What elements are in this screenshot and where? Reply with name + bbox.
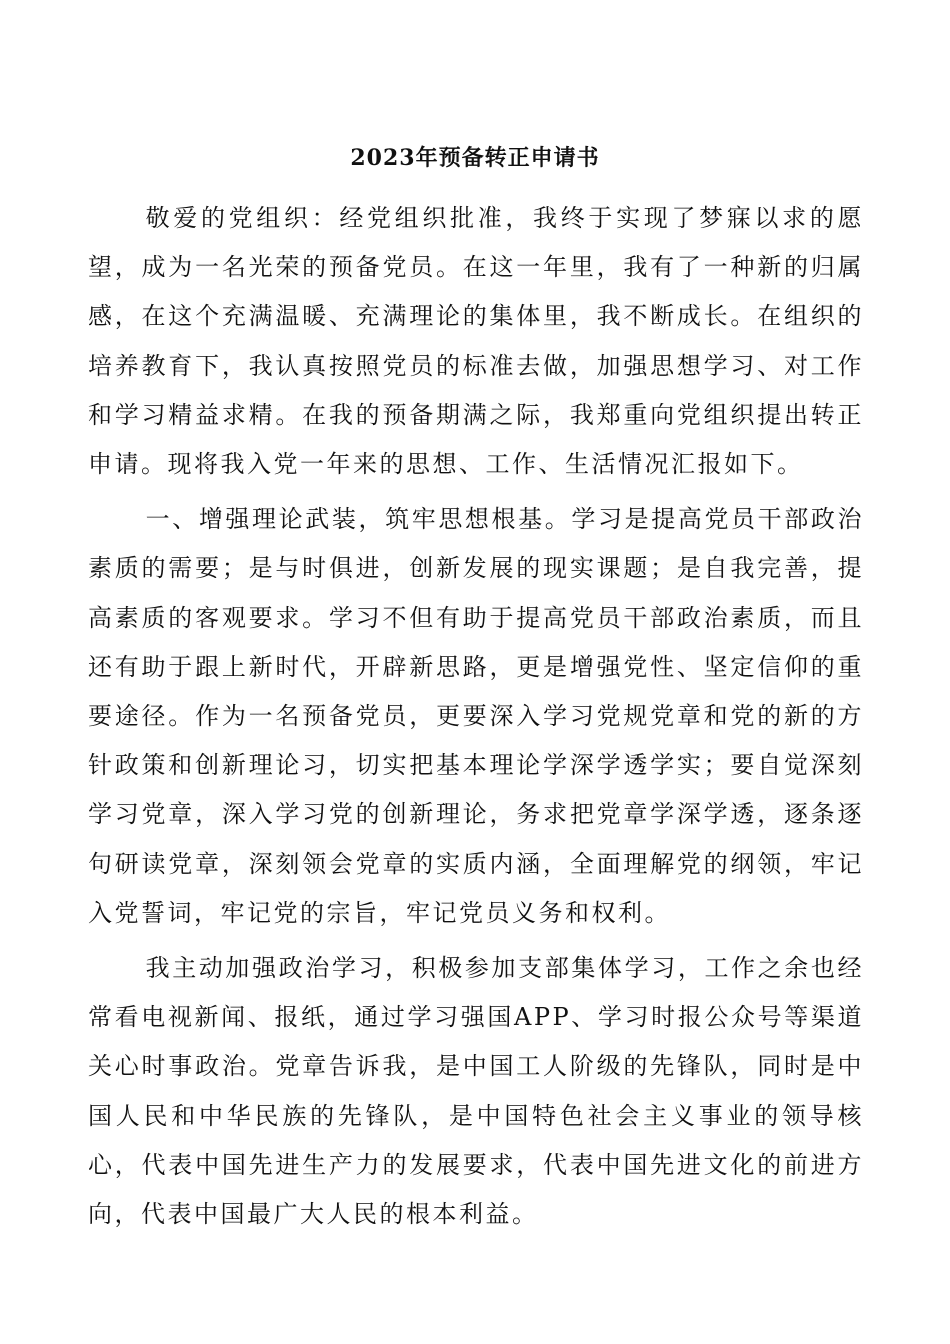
document-body <box>88 194 864 1245</box>
paragraph-theory-study: 一、增强理论武装，筑牢思想根基。学习是提高党员干部政治素质的需要；是与时俱进，创新发展的现实课题；是自我完善，提高素质的客观要求。学习不但有助于提高党员干部政治素质，而且还有助于跟上新时代，开辟新思路，更是增强党性、坚定信仰的重要途径。作为一名预备党员，更要深入学习党规党章和党的新的方针政策和创新理论习，切实把基本理论学深学透学实；要自觉深刻学习党章，深入学习党的创新理论，务求把党章学深学透，逐条逐句研读党章，深刻领会党章的实质内涵，全面理解党的纲领，牢记入党誓词，牢记党的宗旨，牢记党员义务和权利。 <box>88 505 864 927</box>
document-title: 2023年预备转正申请书 <box>350 145 600 171</box>
paragraph-intro: 敬爱的党组织：经党组织批准，我终于实现了梦寐以求的愿望，成为一名光荣的预备党员。在这一年里，我有了一种新的归属感，在这个充满温暖、充满理论的集体里，我不断成长。在组织的培养教育下，我认真按照党员的标准去做，加强思想学习、对工作和学习精益求精。在我的预备期满之际，我郑重向党组织提出转正申请。现将我入党一年来的思想、工作、生活情况汇报如下。 <box>88 204 864 479</box>
paragraph-political-study: 我主动加强政治学习，积极参加支部集体学习，工作之余也经常看电视新闻、报纸，通过学习强国APP、学习时报公众号等渠道关心时事政治。党章告诉我，是中国工人阶级的先锋队，同时是中国人民和中华民族的先锋队，是中国特色社会主义事业的领导核心，代表中国先进生产力的发展要求，代表中国先进文化的前进方向，代表中国最广大人民的根本利益。 <box>88 954 864 1229</box>
